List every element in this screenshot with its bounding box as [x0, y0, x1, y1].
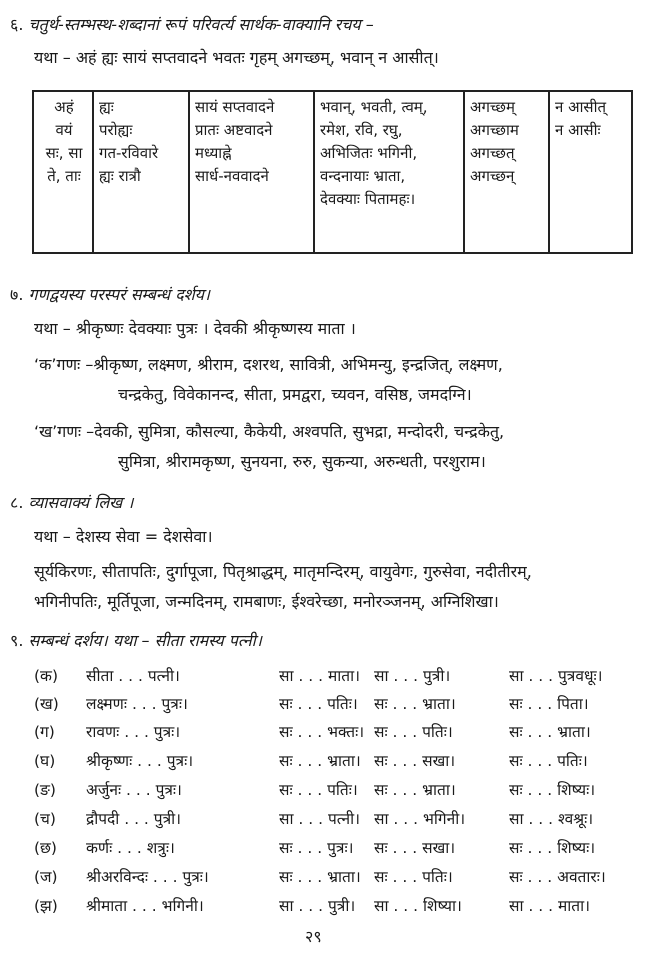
- item-label: (ग): [34, 723, 55, 741]
- relation-4: सः . . . भ्राता।: [509, 723, 591, 741]
- relation-4: सा . . . माता।: [509, 897, 590, 915]
- ex9-heading: [10, 630, 262, 652]
- cell-text: ते, ताः: [47, 167, 81, 185]
- cell-text: प्रातः अष्टवादने: [195, 121, 273, 139]
- cell-text: अगच्छम्: [470, 98, 515, 116]
- ex8-compounds-line2: भगिनीपतिः, मूर्तिपूजा, जन्मदिनम्, रामबाणः, ईश्वरेच्छा, मनोरञ्जनम्, अग्निशिखा।: [34, 592, 499, 611]
- list-item: [34, 778, 634, 802]
- ex8-number: ८.: [10, 493, 24, 512]
- relation-1: लक्ष्मणः . . . पुत्रः।: [86, 695, 188, 713]
- table-cell-pronouns: [33, 91, 93, 253]
- table-cell-days: [93, 91, 189, 253]
- item-label: (घ): [34, 752, 56, 770]
- cell-text: अगच्छत्: [470, 144, 515, 162]
- cell-text: अहं: [54, 98, 74, 116]
- ex6-table: [32, 90, 633, 254]
- relation-3: सा . . . पुत्री।: [374, 667, 451, 685]
- cell-text: ह्यः: [99, 98, 114, 116]
- page-number: २९: [305, 927, 322, 946]
- ex8-heading: [10, 492, 133, 514]
- relation-1: श्रीअरविन्दः . . . पुत्रः।: [86, 868, 209, 886]
- relation-2: सः . . . पुत्रः।: [279, 839, 354, 857]
- list-item: [34, 692, 634, 716]
- cell-text: गत-रविवारे: [99, 144, 159, 162]
- ex9-heading-text: सम्बन्धं दर्शय। यथा – सीता रामस्य पत्नी।: [28, 631, 262, 650]
- cell-text: वन्दनायाः भ्राता,: [320, 167, 406, 185]
- ex8-example: यथा – देशस्य सेवा = देशसेवा।: [34, 527, 213, 546]
- ex8-heading-text: व्यासवाक्यं लिख ।: [28, 493, 134, 512]
- relation-3: सा . . . भगिनी।: [374, 810, 466, 828]
- relation-3: सा . . . शिष्या।: [374, 897, 462, 915]
- relation-1: श्रीकृष्णः . . . पुत्रः।: [86, 752, 194, 770]
- cell-text: सायं सप्तवादने: [195, 98, 275, 116]
- cell-text: अभिजितः भगिनी,: [320, 144, 418, 162]
- relation-3: सः . . . सखा।: [374, 839, 456, 857]
- item-label: (ङ): [34, 781, 56, 799]
- ex7-ka-group-line1: ‘क’गणः –श्रीकृष्ण, लक्ष्मण, श्रीराम, दशरथ, सावित्री, अभिमन्यु, इन्द्रजित्, लक्ष्मण,: [34, 355, 503, 374]
- cell-text: मध्याह्ने: [195, 144, 232, 162]
- relation-1: कर्णः . . . शत्रुः।: [86, 839, 175, 857]
- ex7-heading-text: गणद्वयस्य परस्परं सम्बन्धं दर्शय।: [28, 285, 210, 304]
- table-row: [33, 91, 632, 253]
- ex9-number: ९.: [10, 631, 24, 650]
- relation-2: सः . . . भ्राता।: [279, 752, 361, 770]
- cell-text: सः, सा: [45, 144, 83, 162]
- relation-2: सः . . . भक्तः।: [279, 723, 365, 741]
- list-item: [34, 894, 634, 918]
- cell-text: वयं: [55, 121, 73, 139]
- relation-3: सः . . . पतिः।: [374, 723, 453, 741]
- ex6-number: ६.: [10, 15, 24, 34]
- relation-1: सीता . . . पत्नी।: [86, 667, 180, 685]
- list-item: [34, 865, 634, 889]
- ex7-number: ७.: [10, 285, 24, 304]
- ex7-kha-group-line1: ‘ख’गणः –देवकी, सुमित्रा, कौसल्या, कैकेयी, अश्वपति, सुभद्रा, मन्दोदरी, चन्द्रकेतु,: [34, 422, 505, 441]
- item-label: (झ): [34, 897, 58, 915]
- cell-text: सार्ध-नववादने: [195, 167, 269, 185]
- table-cell-verbs: [464, 91, 549, 253]
- relation-4: सः . . . शिष्यः।: [509, 839, 596, 857]
- ex6-heading: [10, 14, 374, 36]
- item-label: (छ): [34, 839, 57, 857]
- relation-2: सा . . . पुत्री।: [279, 897, 356, 915]
- cell-text: अगच्छन्: [470, 167, 515, 185]
- ex7-example: यथा – श्रीकृष्णः देवक्याः पुत्रः । देवकी श्रीकृष्णस्य माता ।: [34, 319, 356, 338]
- cell-text: ह्यः रात्रौ: [99, 167, 141, 185]
- cell-text: न आसीत्: [555, 98, 606, 116]
- relation-2: सः . . . पतिः।: [279, 781, 358, 799]
- relation-4: सः . . . पतिः।: [509, 752, 588, 770]
- cell-text: देवक्याः पितामहः।: [320, 190, 416, 208]
- cell-text: अगच्छाम: [470, 121, 519, 139]
- relation-1: द्रौपदी . . . पुत्री।: [86, 810, 182, 828]
- relation-1: श्रीमाता . . . भगिनी।: [86, 897, 204, 915]
- ex7-kha-group-line2: सुमित्रा, श्रीरामकृष्ण, सुनयना, रुरु, सुकन्या, अरुन्धती, परशुराम।: [118, 452, 486, 471]
- relation-4: सः . . . पिता।: [509, 695, 589, 713]
- cell-text: भवान्, भवती, त्वम्,: [320, 98, 428, 116]
- relation-3: सः . . . भ्राता।: [374, 781, 456, 799]
- cell-text: रमेश, रवि, रघु,: [320, 121, 403, 139]
- relation-3: सः . . . भ्राता।: [374, 695, 456, 713]
- relation-1: अर्जुनः . . . पुत्रः।: [86, 781, 182, 799]
- item-label: (च): [34, 810, 56, 828]
- relation-3: सः . . . सखा।: [374, 752, 456, 770]
- relation-2: सः . . . पतिः।: [279, 695, 358, 713]
- relation-3: सः . . . पतिः।: [374, 868, 453, 886]
- list-item: [34, 807, 634, 831]
- cell-text: न आसीः: [555, 121, 601, 139]
- ex8-compounds-line1: सूर्यकिरणः, सीतापतिः, दुर्गापूजा, पितृश्राद्धम्, मातृमन्दिरम्, वायुवेगः, गुरुसेवा, नदीतीरम्,: [34, 562, 532, 581]
- relation-4: सः . . . अवतारः।: [509, 868, 606, 886]
- list-item: [34, 836, 634, 860]
- list-item: [34, 720, 634, 744]
- list-item: [34, 749, 634, 773]
- cell-text: परोह्यः: [99, 121, 133, 139]
- relation-4: सा . . . श्वश्रूः।: [509, 810, 594, 828]
- ex7-ka-group-line2: चन्द्रकेतु, विवेकानन्द, सीता, प्रमद्वरा, च्यवन, वसिष्ठ, जमदग्नि।: [118, 385, 472, 404]
- relation-2: सः . . . भ्राता।: [279, 868, 361, 886]
- item-label: (ख): [34, 695, 59, 713]
- relation-1: रावणः . . . पुत्रः।: [86, 723, 181, 741]
- relation-4: सा . . . पुत्रवधूः।: [509, 667, 603, 685]
- item-label: (ज): [34, 868, 58, 886]
- table-cell-persons: [314, 91, 464, 253]
- list-item: [34, 664, 634, 688]
- ex6-example: यथा – अहं ह्यः सायं सप्तवादने भवतः गृहम् अगच्छम्, भवान् न आसीत्।: [34, 48, 439, 67]
- relation-2: सा . . . माता।: [279, 667, 360, 685]
- table-cell-negation: [549, 91, 632, 253]
- ex7-heading: [10, 284, 210, 306]
- relation-2: सा . . . पत्नी।: [279, 810, 361, 828]
- ex6-heading-text: चतुर्थ-स्तम्भस्थ-शब्दानां रूपं परिवर्त्य सार्थक-वाक्यानि रचय –: [28, 15, 374, 34]
- item-label: (क): [34, 667, 58, 685]
- table-cell-times: [189, 91, 314, 253]
- relation-4: सः . . . शिष्यः।: [509, 781, 596, 799]
